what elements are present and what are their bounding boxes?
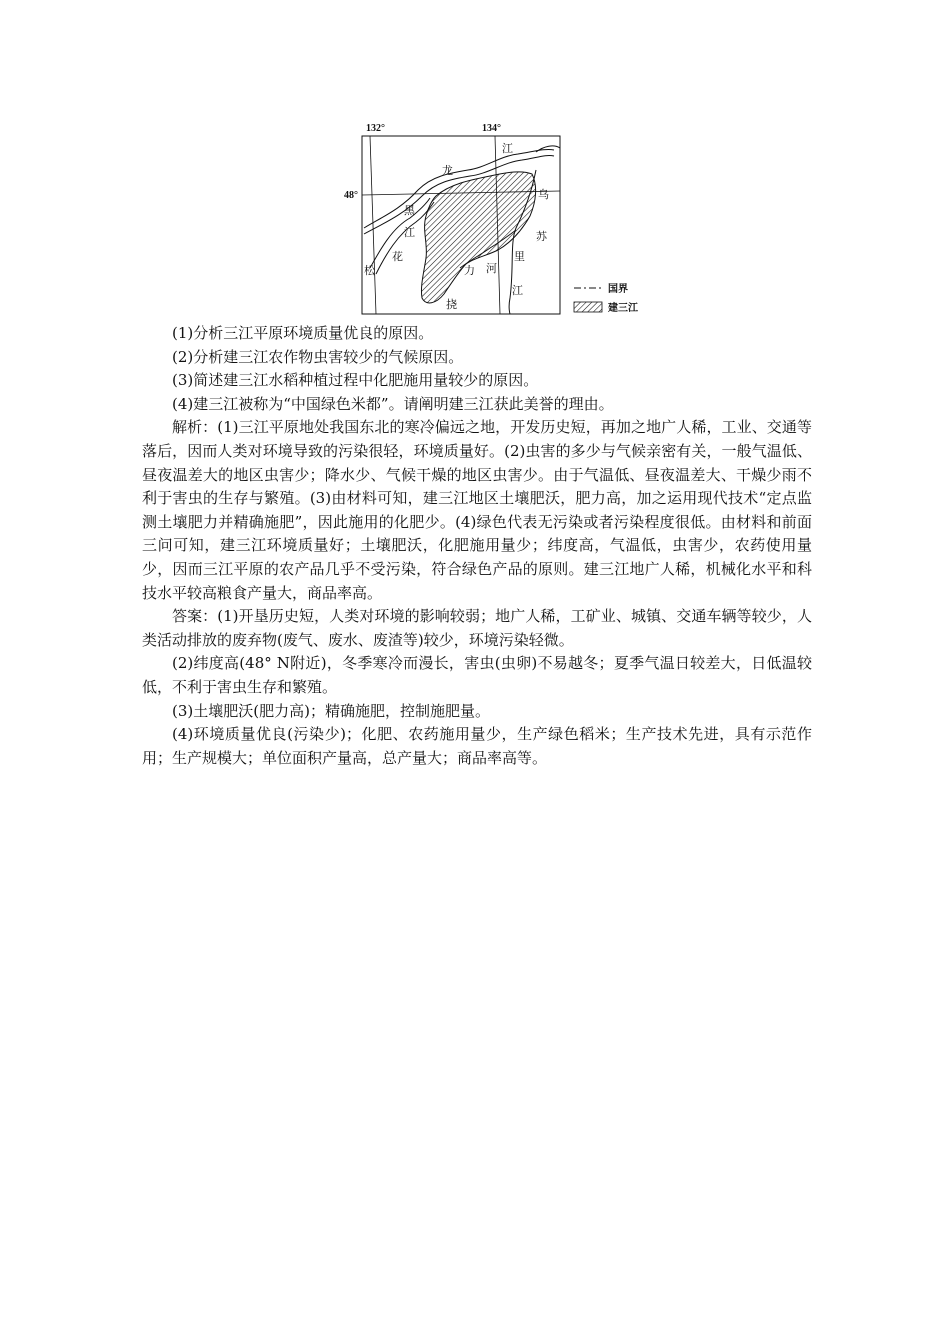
question-4: (4)建三江被称为“中国绿色米都”。请阐明建三江获此美誉的理由。 [172, 394, 614, 413]
label-songhua-hua: 花 [392, 250, 403, 263]
legend-border-label: 国界 [608, 284, 628, 295]
river-mouth [536, 146, 560, 152]
legend-jiansanjiang-swatch [574, 302, 602, 312]
legend-jiansanjiang-label: 建三江 [608, 303, 638, 314]
label-naoli-li: 力 [464, 264, 475, 277]
label-songhua-jiang: 江 [404, 226, 415, 239]
answer-4: (4)环境质量优良(污染少)；化肥、农药施用量少，生产绿色稻米；生产技术先进，具有示范作用；生产规模大；单位面积产量高，总产量大；商品率高等。 [142, 725, 812, 767]
label-wusuli-wu: 乌 [538, 188, 549, 201]
answer-2: (2)纬度高(48° N附近)，冬季寒冷而漫长，害虫(虫卵)不易越冬；夏季气温日较差大，日低温较低，不利于害虫生存和繁殖。 [142, 654, 812, 696]
question-2: (2)分析建三江农作物虫害较少的气候原因。 [172, 347, 464, 366]
document-body [142, 322, 812, 770]
label-naoli-he: 河 [486, 262, 497, 275]
label-wusuli-jiang: 江 [512, 284, 523, 297]
lat-label-48: 48° [344, 190, 358, 201]
label-wusuli-li: 里 [514, 250, 525, 263]
answer-1: 答案：(1)开垦历史短，人类对环境的影响较弱；地广人稀，工矿业、城镇、交通车辆等较少，人类活动排放的废弃物(废气、废水、废渣等)较少，环境污染轻微。 [142, 607, 812, 649]
lon-label-134: 134° [482, 123, 501, 134]
label-naoli-nao: 挠 [446, 298, 457, 311]
sanjiang-plain-map [340, 118, 650, 318]
analysis-paragraph: 解析：(1)三江平原地处我国东北的寒冷偏远之地，开发历史短，再加之地广人稀，工业、交通等落后，因而人类对环境导致的污染很轻，环境质量好。(2)虫害的多少与气候亲密有关，一般气温低、昼夜温差大的地区虫害少；降水少、气候干燥的地区虫害少。由于气温低、昼夜温差大、干燥少雨不利于害虫的生存与繁殖。(3)由材料可知，建三江地区土壤肥沃，肥力高，加之运用现代技术“定点监测土壤肥力并精确施肥”，因此施用的化肥少。(4)绿色代表无污染或者污染程度很低。由材料和前面三问可知，建三江环境质量好；土壤肥沃，化肥施用量少；纬度高，气温低，虫害少，农药使用量少，因而三江平原的农产品几乎不受污染，符合绿色产品的原则。建三江地广人稀，机械化水平和科技水平较高粮食产量大，商品率高。 [142, 418, 812, 602]
label-wusuli-su: 苏 [536, 230, 547, 243]
meridian-132 [370, 136, 376, 314]
question-3: (3)简述建三江水稻种植过程中化肥施用量较少的原因。 [172, 371, 539, 390]
label-songhua-song: 松 [364, 264, 375, 277]
label-heilongjiang-long: 龙 [442, 164, 453, 177]
question-1: (1)分析三江平原环境质量优良的原因。 [172, 324, 434, 342]
answer-3: (3)土壤肥沃(肥力高)；精确施肥，控制施肥量。 [172, 701, 490, 720]
label-heilongjiang-jiang: 江 [502, 142, 513, 155]
label-heilongjiang-hei: 黑 [404, 204, 415, 217]
lon-label-132: 132° [366, 123, 385, 134]
